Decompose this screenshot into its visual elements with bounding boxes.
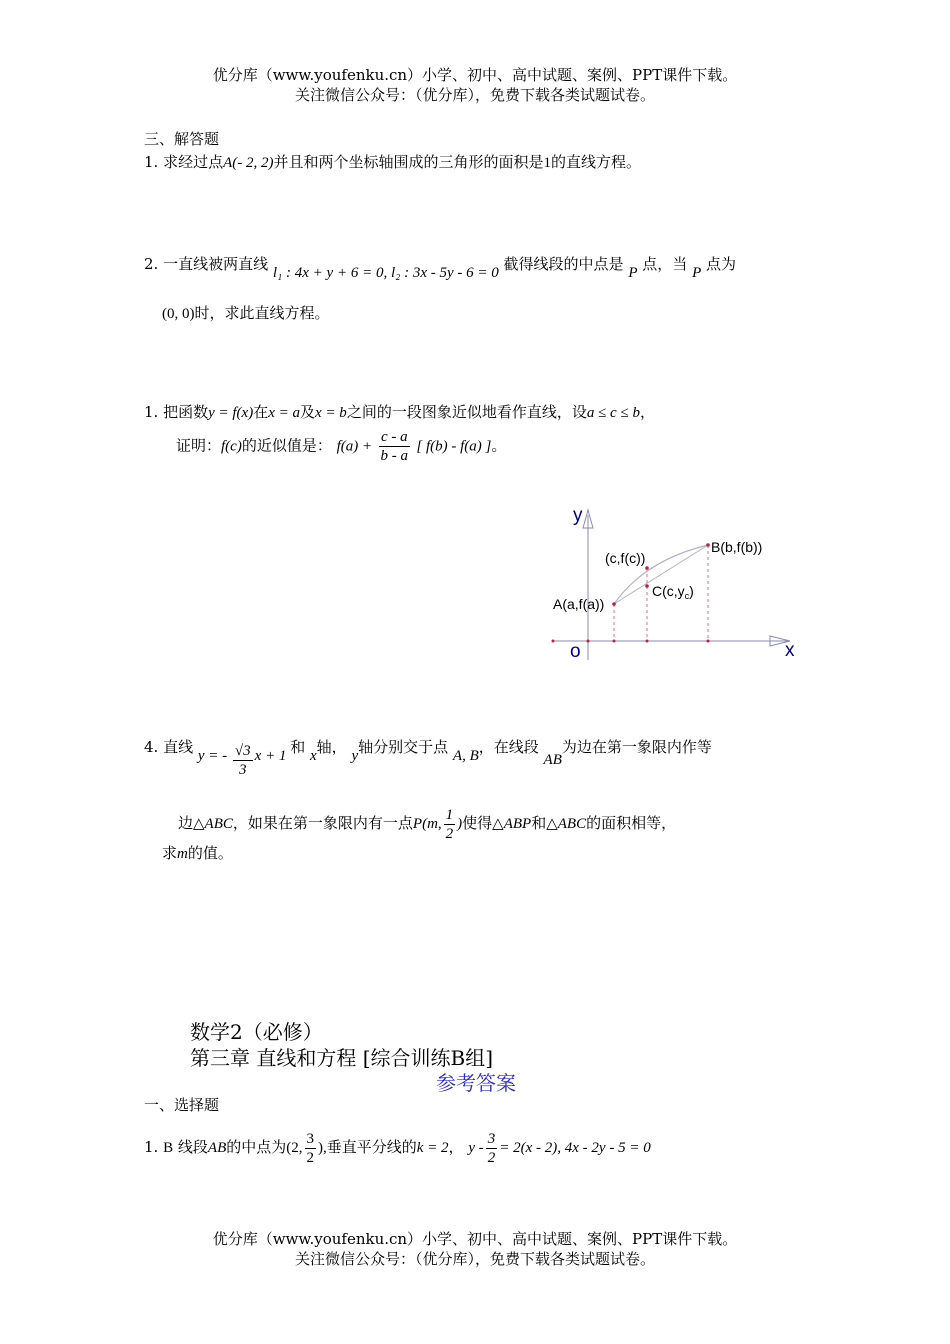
- math-point: A(- 2, 2): [223, 155, 274, 171]
- answers-title-1: 数学2（必修）: [190, 1020, 323, 1044]
- question-number: 1.: [144, 153, 159, 171]
- point-b: [706, 543, 710, 547]
- math-abc: ABC: [557, 816, 587, 832]
- question-text: ，如果在第一象限内有一点: [232, 814, 413, 832]
- question-text: 的直线方程。: [551, 153, 642, 171]
- footer-line-2: 关注微信公众号：（优分库），免费下载各类试题试卷。: [294, 1250, 655, 1268]
- question-text: ，在线段: [478, 738, 539, 756]
- fraction: [379, 428, 410, 465]
- footer-line-1: 优分库（www.youfenku.cn）小学、初中、高中试题、案例、PPT课件下载。: [212, 1230, 738, 1248]
- question-text: 的近似值是：: [241, 436, 332, 455]
- math-abp: ABP: [503, 816, 532, 832]
- question-text: 。: [491, 436, 507, 455]
- point-cf: [645, 566, 649, 570]
- tick-dot: [552, 640, 555, 643]
- section-title-answers: 三、解答题: [144, 130, 220, 148]
- fraction-numerator: 1: [445, 807, 454, 823]
- math-k: k = 2: [416, 1140, 449, 1156]
- math-x: x: [309, 748, 317, 764]
- question-text: 使得△: [462, 814, 504, 832]
- math-equation: y - $\frac{3}{2}$ = 2(x - 2), 4x - 2y - 5 = 0: [468, 1131, 651, 1166]
- math-fa: f(a) +: [336, 438, 373, 455]
- section-title-choice: 一、选择题: [144, 1096, 220, 1114]
- tick-dot: [613, 640, 616, 643]
- proof-label: 证明：: [176, 436, 222, 455]
- math-point-p: P: [692, 265, 702, 281]
- question-number: 1.: [144, 403, 159, 421]
- answer-1: [144, 1130, 651, 1167]
- question-text: 为边在第一象限内作等: [561, 738, 712, 756]
- answer-text: 的中点为: [226, 1138, 287, 1156]
- answers-reference: 参考答案: [436, 1071, 516, 1095]
- question-2-line-1: [144, 253, 737, 281]
- tick-dot: [587, 640, 590, 643]
- fraction-numerator: 3: [487, 1131, 496, 1147]
- fraction-denominator: 3: [239, 762, 247, 778]
- question-number: 2.: [144, 255, 159, 273]
- x-axis-label: x: [785, 640, 795, 661]
- math-point-p: P: [628, 265, 638, 281]
- fraction-numerator: c - a: [380, 429, 408, 445]
- question-text: ，: [639, 403, 655, 421]
- question-text: 求经过点: [163, 153, 224, 171]
- answer-text: 垂直平分线的: [326, 1138, 417, 1156]
- label-c: $C(c,y_c)$: [652, 583, 694, 601]
- question-text: 和△: [531, 814, 558, 832]
- question-text: 一直线被两直线: [163, 255, 269, 273]
- answers-title-2: 第三章 直线和方程 [综合训练B组]: [190, 1046, 494, 1070]
- fraction: [233, 742, 253, 779]
- math-point-p: P(m, $\frac{1}{2}$ ): [412, 807, 463, 842]
- answer-letter: B: [163, 1140, 174, 1156]
- label-cf: (c,f(c)): [605, 550, 646, 566]
- tick-dot: [646, 640, 649, 643]
- math-y: y: [351, 748, 359, 764]
- question-text: 边△: [178, 814, 205, 832]
- math-ab: AB: [543, 752, 562, 768]
- question-text: 直线: [163, 738, 194, 756]
- question-text: 并且和两个坐标轴围成的三角形的面积是: [273, 153, 544, 171]
- y-axis-label: y: [573, 505, 583, 526]
- label-a: A(a,f(a)): [553, 596, 605, 612]
- math-function: y = f(x): [208, 405, 254, 421]
- origin-label: o: [570, 641, 581, 662]
- question-text: 把函数: [163, 403, 209, 421]
- tick-dot: [707, 640, 710, 643]
- answer-text: ，: [448, 1138, 464, 1156]
- math-value: 1: [543, 155, 552, 171]
- math-x-b: x = b: [315, 405, 347, 421]
- math-fc: f(c): [221, 438, 242, 455]
- math-condition: a ≤ c ≤ b: [586, 405, 640, 421]
- math-bracket: [ f(b) - f(a) ]: [416, 438, 492, 455]
- function-figure: [545, 500, 805, 670]
- question-text: 时，求此直线方程。: [194, 304, 330, 322]
- question-text: 的值。: [187, 844, 233, 862]
- answer-number: 1.: [144, 1138, 159, 1156]
- question-text: 及: [300, 403, 316, 421]
- question-text: 轴，: [316, 738, 347, 756]
- math-abc: ABC: [204, 816, 233, 832]
- fraction: [486, 1130, 498, 1167]
- question-3-line-2: [176, 428, 506, 465]
- fraction-denominator: 2: [487, 1150, 496, 1166]
- math-line-eq: y = - $\frac{√3}{3}$ x + 1: [197, 743, 287, 778]
- question-1: [144, 151, 641, 172]
- question-text: 截得线段的中点是: [503, 255, 624, 273]
- question-text: 点为: [706, 255, 737, 273]
- question-3-line-1: [144, 401, 655, 422]
- label-b: B(b,f(b)): [711, 539, 763, 555]
- fraction-denominator: b - a: [380, 448, 409, 464]
- math-m: m: [177, 846, 188, 862]
- question-text: 求: [162, 844, 178, 862]
- question-text: 和: [290, 738, 306, 756]
- question-number: 4.: [144, 738, 159, 756]
- fraction-denominator: 2: [445, 826, 454, 842]
- fraction-numerator: 3: [306, 1131, 314, 1147]
- math-ab: AB: [207, 1140, 227, 1156]
- question-text: 点，当: [642, 255, 688, 273]
- math-points: A, B: [452, 748, 479, 764]
- math-x-a: x = a: [268, 405, 301, 421]
- point-a: [612, 602, 616, 606]
- math-lines: l₁ : 4x + y + 6 = 0, l₂ : 3x - 5y - 6 = 0: [272, 265, 499, 281]
- question-4-line-2: [178, 806, 676, 843]
- header-line-1: 优分库（www.youfenku.cn）小学、初中、高中试题、案例、PPT课件下载。: [212, 66, 738, 84]
- question-text: 在: [253, 403, 269, 421]
- fraction-numerator: √3: [234, 743, 251, 759]
- answer-text: 线段: [177, 1138, 208, 1156]
- fraction: [305, 1130, 317, 1167]
- question-2-line-2: [162, 302, 330, 323]
- question-4-line-3: [162, 842, 233, 863]
- math-point: (0, 0): [162, 306, 195, 322]
- point-c: [645, 584, 649, 588]
- question-text: 的面积相等，: [586, 814, 677, 832]
- math-midpoint: (2, $\frac{3}{2}$ ),: [286, 1131, 327, 1166]
- question-text: 之间的一段图象近似地看作直线，设: [346, 403, 587, 421]
- fraction-denominator: 2: [306, 1150, 314, 1166]
- question-text: 轴分别交于点: [358, 738, 449, 756]
- question-4-line-1: [144, 734, 712, 778]
- header-line-2: 关注微信公众号：（优分库），免费下载各类试题试卷。: [294, 86, 655, 104]
- fraction: [444, 806, 456, 843]
